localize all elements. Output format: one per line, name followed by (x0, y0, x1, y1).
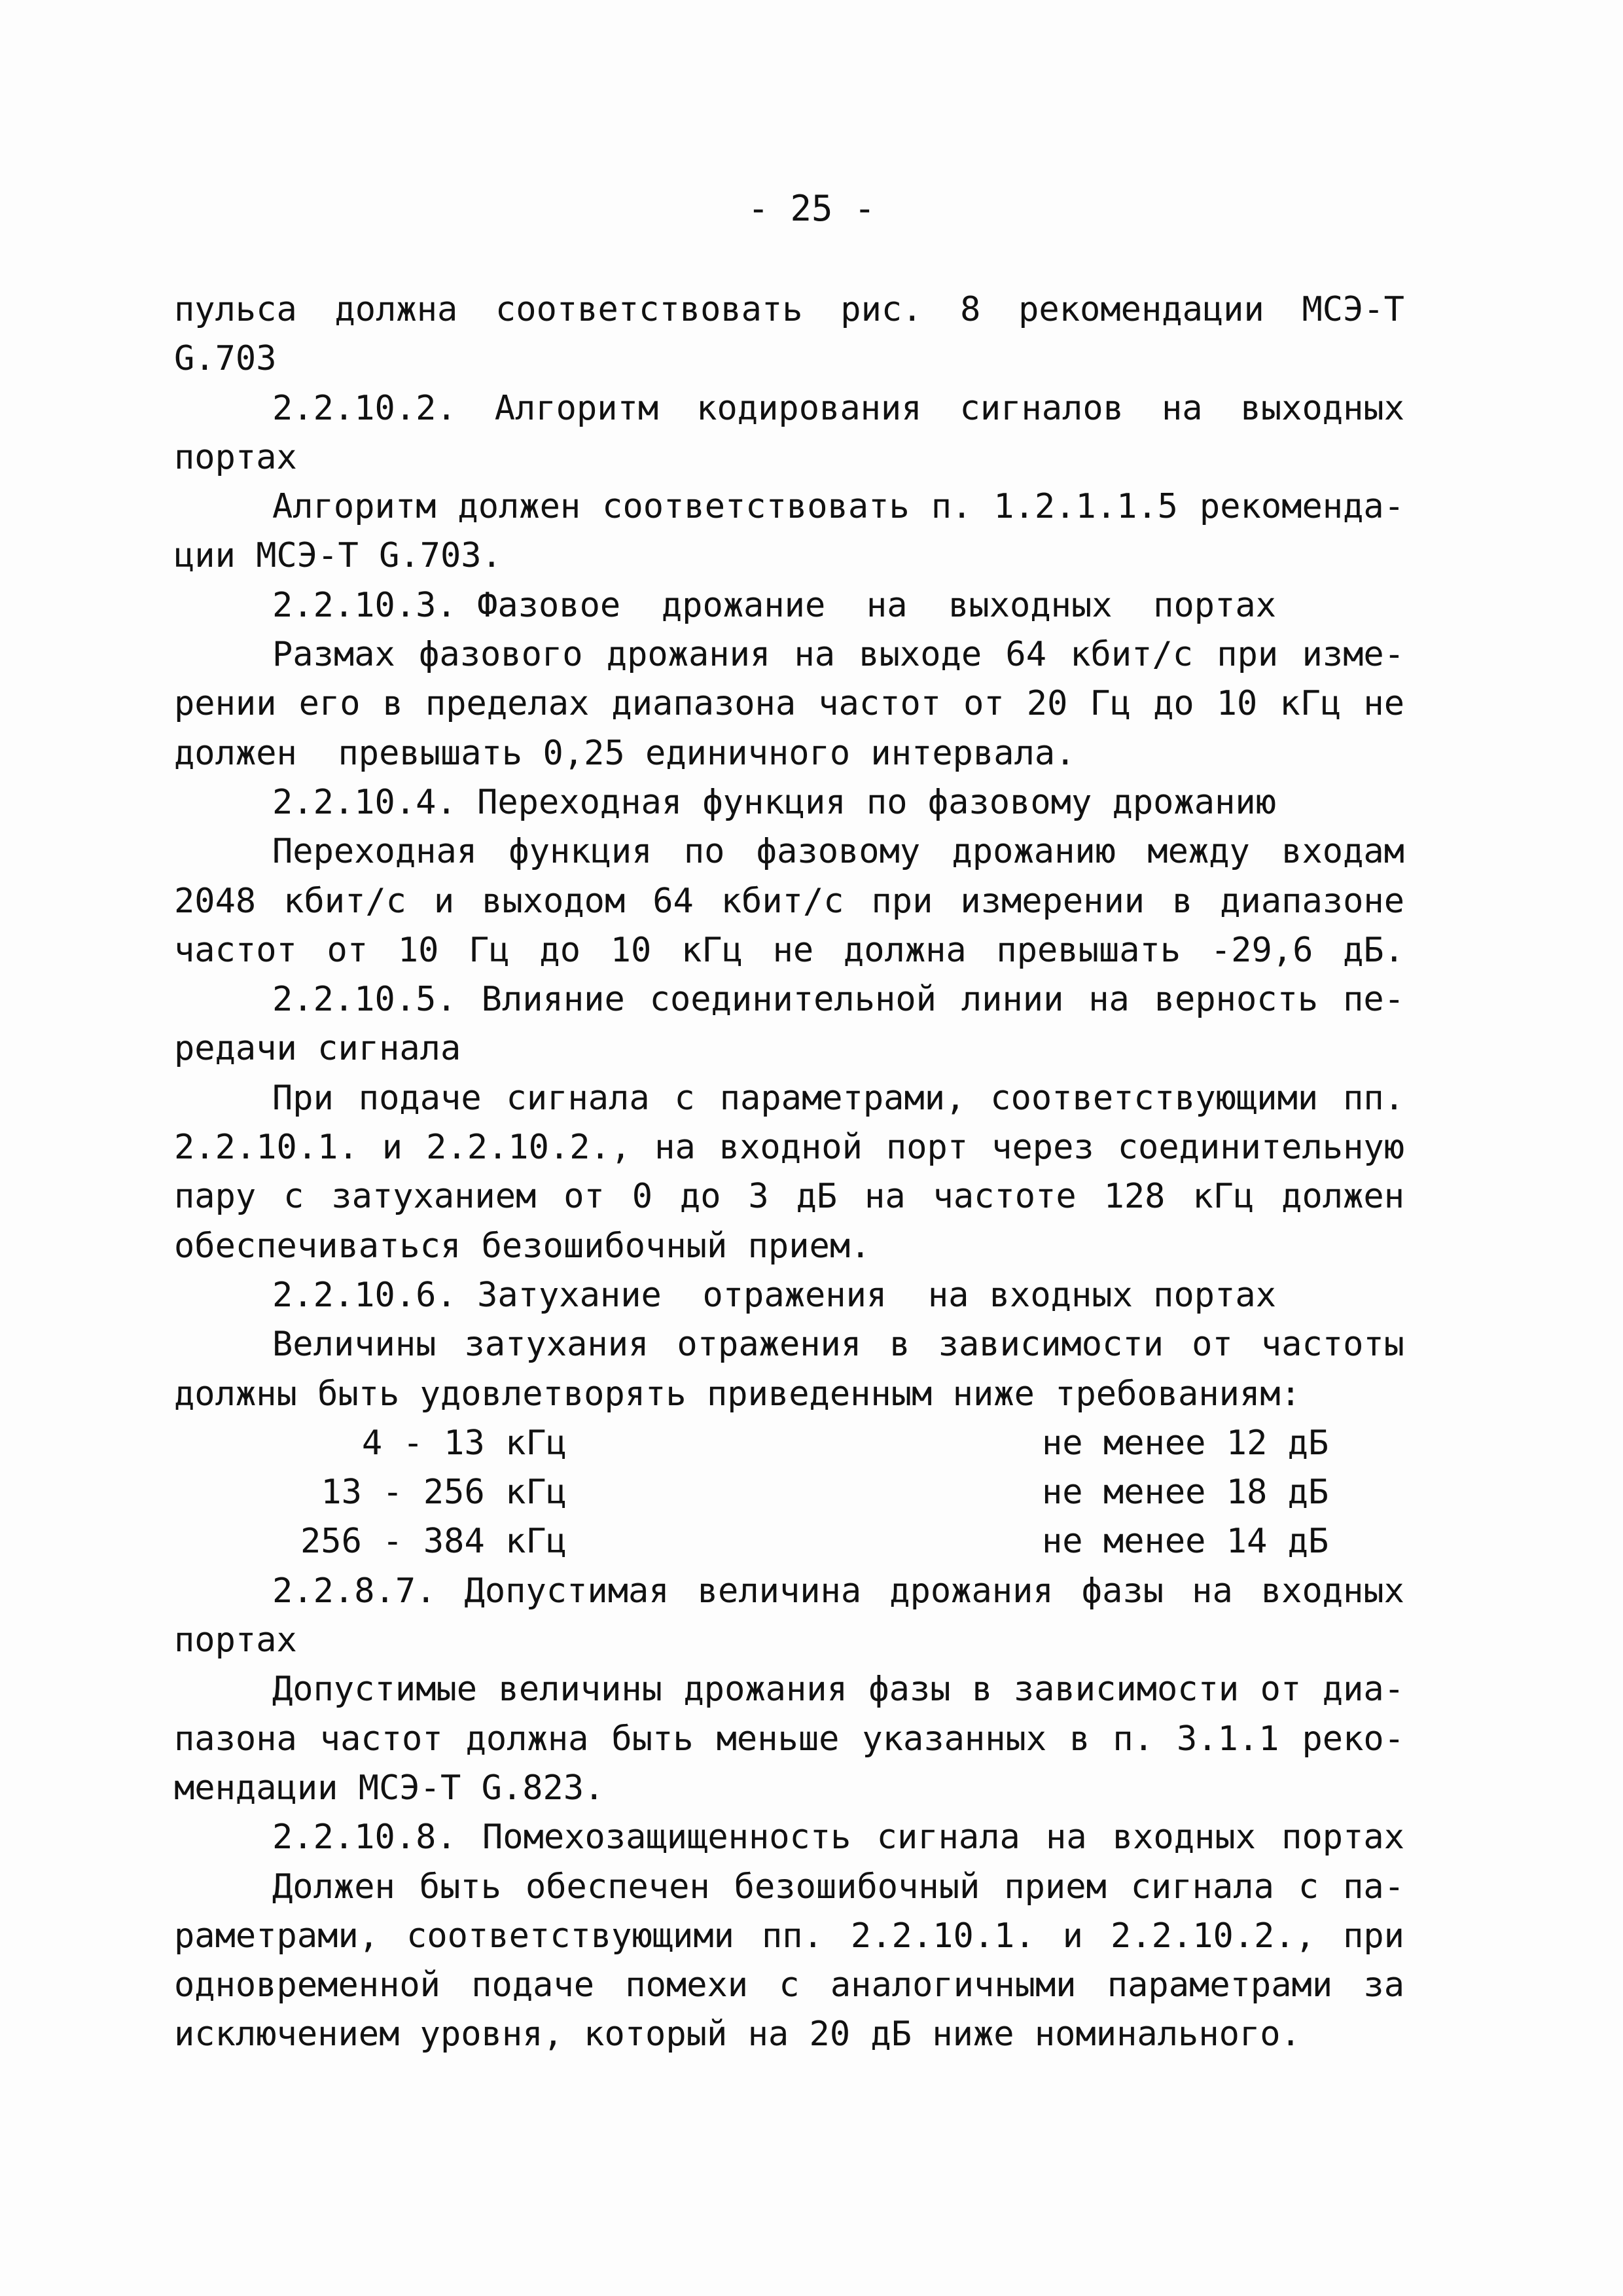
text-line: рении его в пределах диапазона частот от 20 Гц до 10 кГц не (174, 684, 1404, 724)
text-line: мендации МСЭ-Т G.823. (174, 1768, 605, 1808)
text-line: раметрами, соответствующими пп. 2.2.10.1. и 2.2.10.2., при (174, 1916, 1404, 1956)
body-text (174, 285, 1404, 2060)
text-line: 2.2.10.5. Влияние соединительной линии на верность пе- (272, 980, 1404, 1020)
text-line: Величины затухания отражения в зависимости от частоты (272, 1325, 1404, 1365)
text-line: Размах фазового дрожания на выходе 64 кбит/с при изме- (272, 635, 1404, 675)
page-number: - 25 - (747, 188, 876, 229)
text-line: портах (174, 437, 297, 477)
return-loss-table (174, 1419, 1404, 1567)
text-line: частот от 10 Гц до 10 кГц не должна превышать -29,6 дБ. (174, 930, 1404, 970)
text-line: исключением уровня, который на 20 дБ ниже номинального. (174, 2015, 1301, 2054)
text-line: Должен быть обеспечен безошибочный прием сигнала с па- (272, 1867, 1404, 1907)
text-line: 2.2.10.8. Помехозащищенность сигнала на входных портах (272, 1818, 1404, 1857)
text-line: должны быть удовлетворять приведенным ниже требованиям: (174, 1374, 1301, 1414)
text-line: G.703 (174, 339, 277, 379)
table-row (174, 1419, 1404, 1468)
text-line: 2.2.8.7. Допустимая величина дрожания фазы на входных (272, 1571, 1404, 1611)
text-line: Переходная функция по фазовому дрожанию между входам (272, 832, 1404, 872)
text-line: Алгоритм должен соответствовать п. 1.2.1.1.5 рекоменда- (272, 487, 1404, 527)
loss-requirement: не менее 12 дБ (1042, 1423, 1329, 1463)
text-section-before-table (174, 285, 1404, 1419)
text-line: пару с затуханием от 0 до 3 дБ на частоте 128 кГц должен (174, 1177, 1404, 1217)
text-line: Допустимые величины дрожания фазы в зависимости от диа- (272, 1670, 1404, 1710)
text-line: ции МСЭ-Т G.703. (174, 536, 502, 576)
text-section-after-table (174, 1567, 1404, 2060)
text-line: 2.2.10.2. Алгоритм кодирования сигналов на выходных (272, 388, 1404, 428)
text-line: 2048 кбит/с и выходом 64 кбит/с при измерении в диапазоне (174, 881, 1404, 921)
frequency-range: 13 - 256 кГц (321, 1473, 567, 1513)
text-line: 2.2.10.6. Затухание отражения на входных портах (272, 1275, 1277, 1315)
text-line: обеспечиваться безошибочный прием. (174, 1226, 871, 1266)
text-line: пазона частот должна быть меньше указанных в п. 3.1.1 реко- (174, 1719, 1404, 1759)
text-line: 2.2.10.4. Переходная функция по фазовому дрожанию (272, 782, 1277, 822)
text-line: редачи сигнала (174, 1029, 461, 1069)
table-row (174, 1468, 1404, 1517)
frequency-range: 4 - 13 кГц (361, 1423, 567, 1463)
text-line: должен превышать 0,25 единичного интервала. (174, 733, 1076, 773)
text-line: пульса должна соответствовать рис. 8 рекомендации МСЭ-Т (174, 290, 1404, 329)
text-line: портах (174, 1621, 297, 1660)
frequency-range: 256 - 384 кГц (300, 1522, 567, 1562)
text-line: При подаче сигнала с параметрами, соответствующими пп. (272, 1078, 1404, 1118)
loss-requirement: не менее 14 дБ (1042, 1522, 1329, 1562)
text-line: 2.2.10.3. Фазовое дрожание на выходных портах (272, 585, 1277, 625)
table-row (174, 1517, 1404, 1566)
loss-requirement: не менее 18 дБ (1042, 1473, 1329, 1513)
text-line: 2.2.10.1. и 2.2.10.2., на входной порт через соединительную (174, 1128, 1404, 1168)
text-line: одновременной подаче помехи с аналогичными параметрами за (174, 1965, 1404, 2005)
